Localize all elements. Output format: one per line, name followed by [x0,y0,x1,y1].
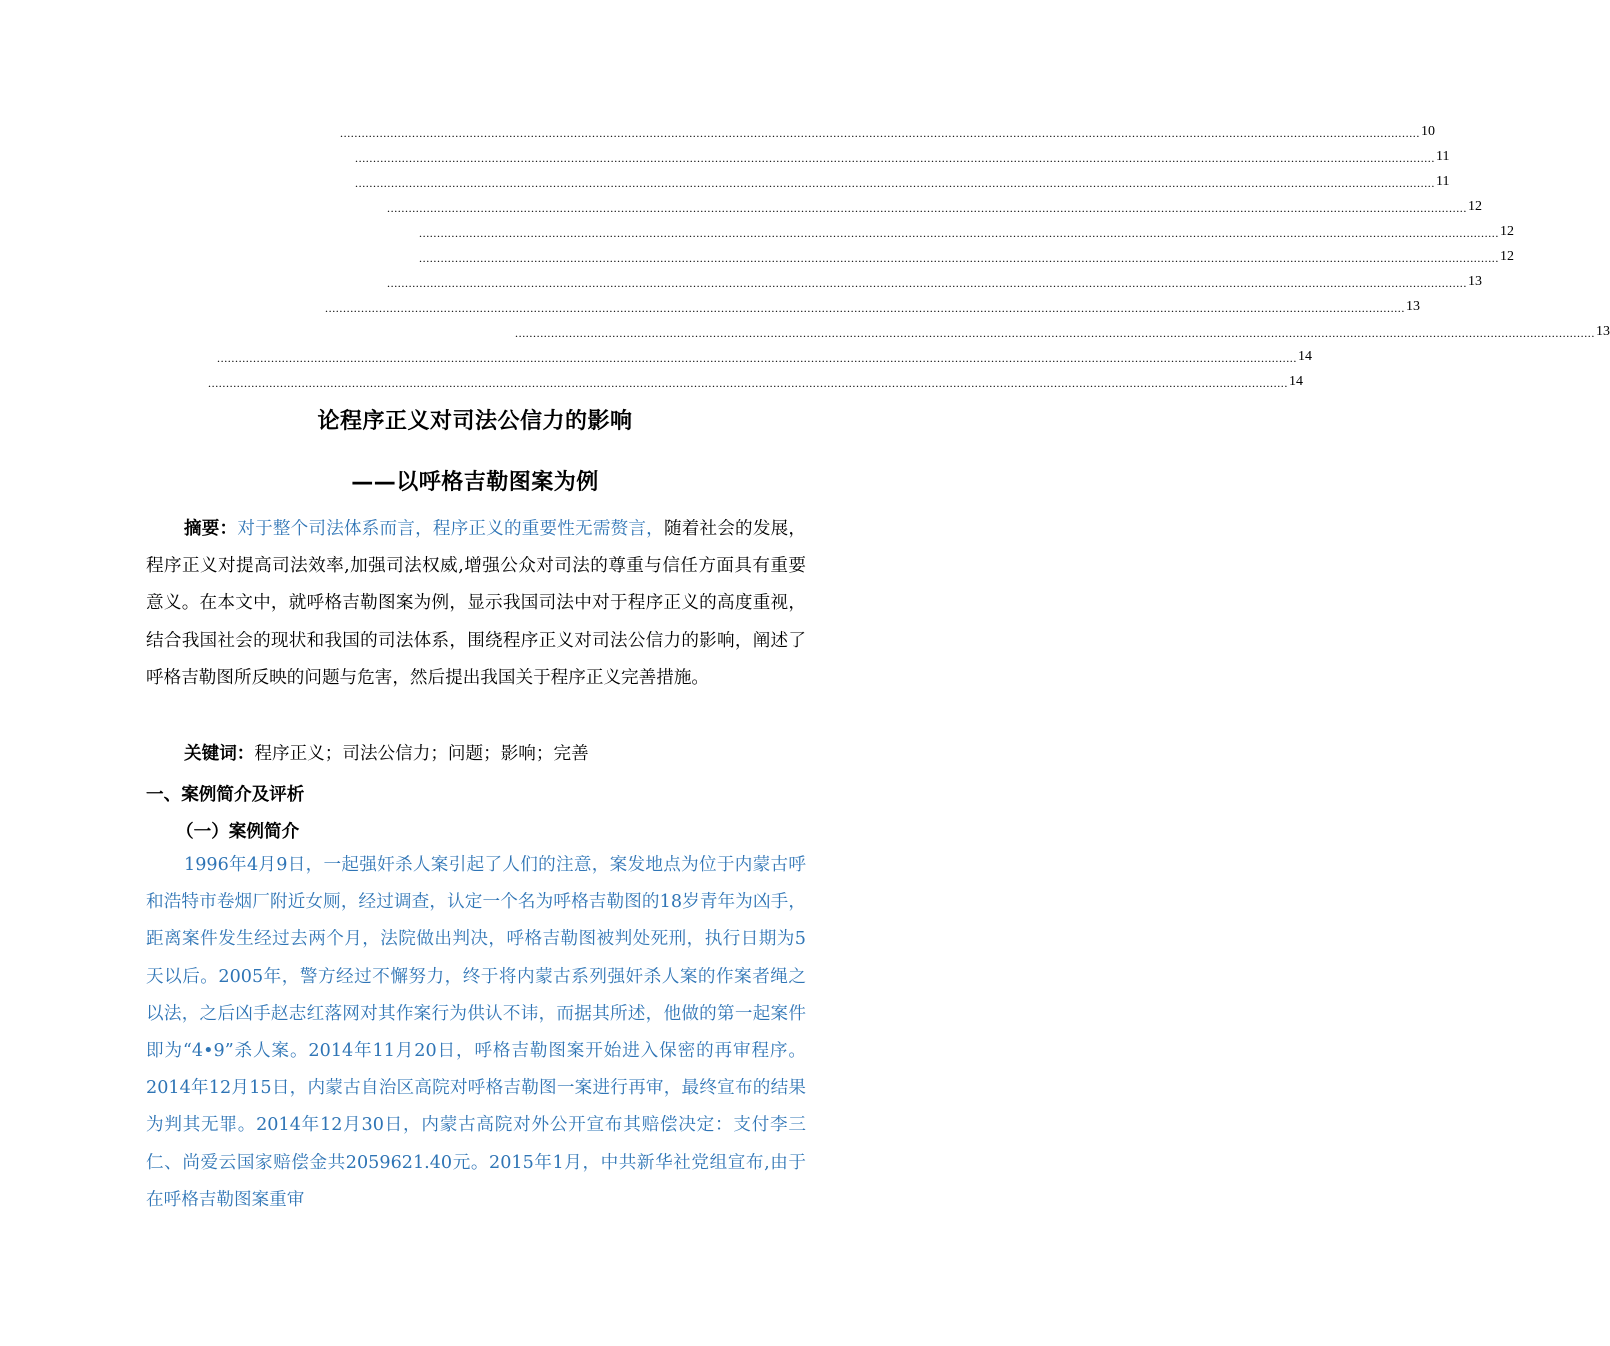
abstract-text: 随着社会的发展，程序正义对提高司法效率,加强司法权威,增强公众对司法的尊重与信任方面具有重要意义。在本文中，就呼格吉勒图案为例，显示我国司法中对于程序正义的高度重视，结合我国社会的现状和我国的司法体系，围绕程序正义对司法公信力的影响，阐述了呼格吉勒图所反映的问题与危害，然后提出我国关于程序正义完善措施。 [146,519,806,688]
toc-page-number: 13 [1468,274,1482,289]
abstract-highlight: 对于整个司法体系而言，程序正义的重要性无需赘言， [237,519,664,539]
toc-entry[interactable] [340,116,1435,140]
section-heading: 一、案例简介及评析 [146,785,305,805]
toc-leader: ............................................................................................................................................................................................................................................................................................................ [355,176,1435,190]
toc-entry[interactable] [208,366,1303,390]
toc-leader: ............................................................................................................................................................................................................................................................................................................ [355,151,1435,165]
toc-page-number: 13 [1406,299,1420,314]
toc-leader: ............................................................................................................................................................................................................................................................................................................ [387,201,1467,215]
toc-leader: ............................................................................................................................................................................................................................................................................................................ [340,126,1420,140]
abstract-paragraph [146,511,806,697]
case-text: 1996年4月9日，一起强奸杀人案引起了人们的注意，案发地点为位于内蒙古呼和浩特市卷烟厂附近女厕，经过调查，认定一个名为呼格吉勒图的18岁青年为凶手，距离案件发生经过去两个月，法院做出判决，呼格吉勒图被判处死刑，执行日期为5天以后。2005年，警方经过不懈努力，终于将内蒙古系列强奸杀人案的作案者绳之以法，之后凶手赵志红落网对其作案行为供认不讳，而据其所述，他做的第一起案件即为“4•9”杀人案。2014年11月20日，呼格吉勒图案开始进入保密的再审程序。2014年12月15日，内蒙古自治区高院对呼格吉勒图一案进行再审，最终宣布的结果为判其无罪。2014年12月30日，内蒙古高院对外公开宣布其赔偿决定：支付李三仁、尚爱云国家赔偿金共2059621.40元。2015年1月，中共新华社党组宣布,由于在呼格吉勒图案重审 [146,855,806,1210]
document-title: 论程序正义对司法公信力的影响 [317,409,633,434]
toc-entry[interactable] [515,316,1610,340]
toc-leader: ............................................................................................................................................................................................................................................................................................................ [208,376,1288,390]
toc-entry[interactable] [217,341,1312,365]
toc-entry[interactable] [387,191,1482,215]
document-subtitle: ——以呼格吉勒图案为例 [351,470,599,495]
toc-page-number: 11 [1436,149,1450,164]
keywords-line [146,736,806,773]
subsection-heading: （一）案例简介 [176,822,300,842]
toc-entry[interactable] [355,166,1450,190]
toc-leader: ............................................................................................................................................................................................................................................................................................................ [325,301,1405,315]
toc-leader: ............................................................................................................................................................................................................................................................................................................ [515,326,1595,340]
case-paragraph [146,847,806,1219]
keywords-text: 程序正义；司法公信力；问题；影响；完善 [254,744,589,764]
toc-entry[interactable] [387,266,1482,290]
toc-page-number: 12 [1500,249,1514,264]
toc-leader: ............................................................................................................................................................................................................................................................................................................ [419,251,1499,265]
toc-entry[interactable] [325,291,1420,315]
toc-leader: ............................................................................................................................................................................................................................................................................................................ [217,351,1297,365]
toc-page-number: 12 [1500,224,1514,239]
toc-entry[interactable] [419,241,1514,265]
abstract-label: 摘要： [184,519,238,539]
toc-leader: ............................................................................................................................................................................................................................................................................................................ [419,226,1499,240]
toc-entry[interactable] [355,141,1450,165]
toc-page-number: 14 [1298,349,1312,364]
toc-leader: ............................................................................................................................................................................................................................................................................................................ [387,276,1467,290]
keywords-label: 关键词： [184,744,255,764]
toc-page-number: 12 [1468,199,1482,214]
toc-page-number: 11 [1436,174,1450,189]
toc-entry[interactable] [419,216,1514,240]
toc-page-number: 10 [1421,124,1435,139]
toc-page-number: 13 [1596,324,1610,339]
toc-page-number: 14 [1289,374,1303,389]
